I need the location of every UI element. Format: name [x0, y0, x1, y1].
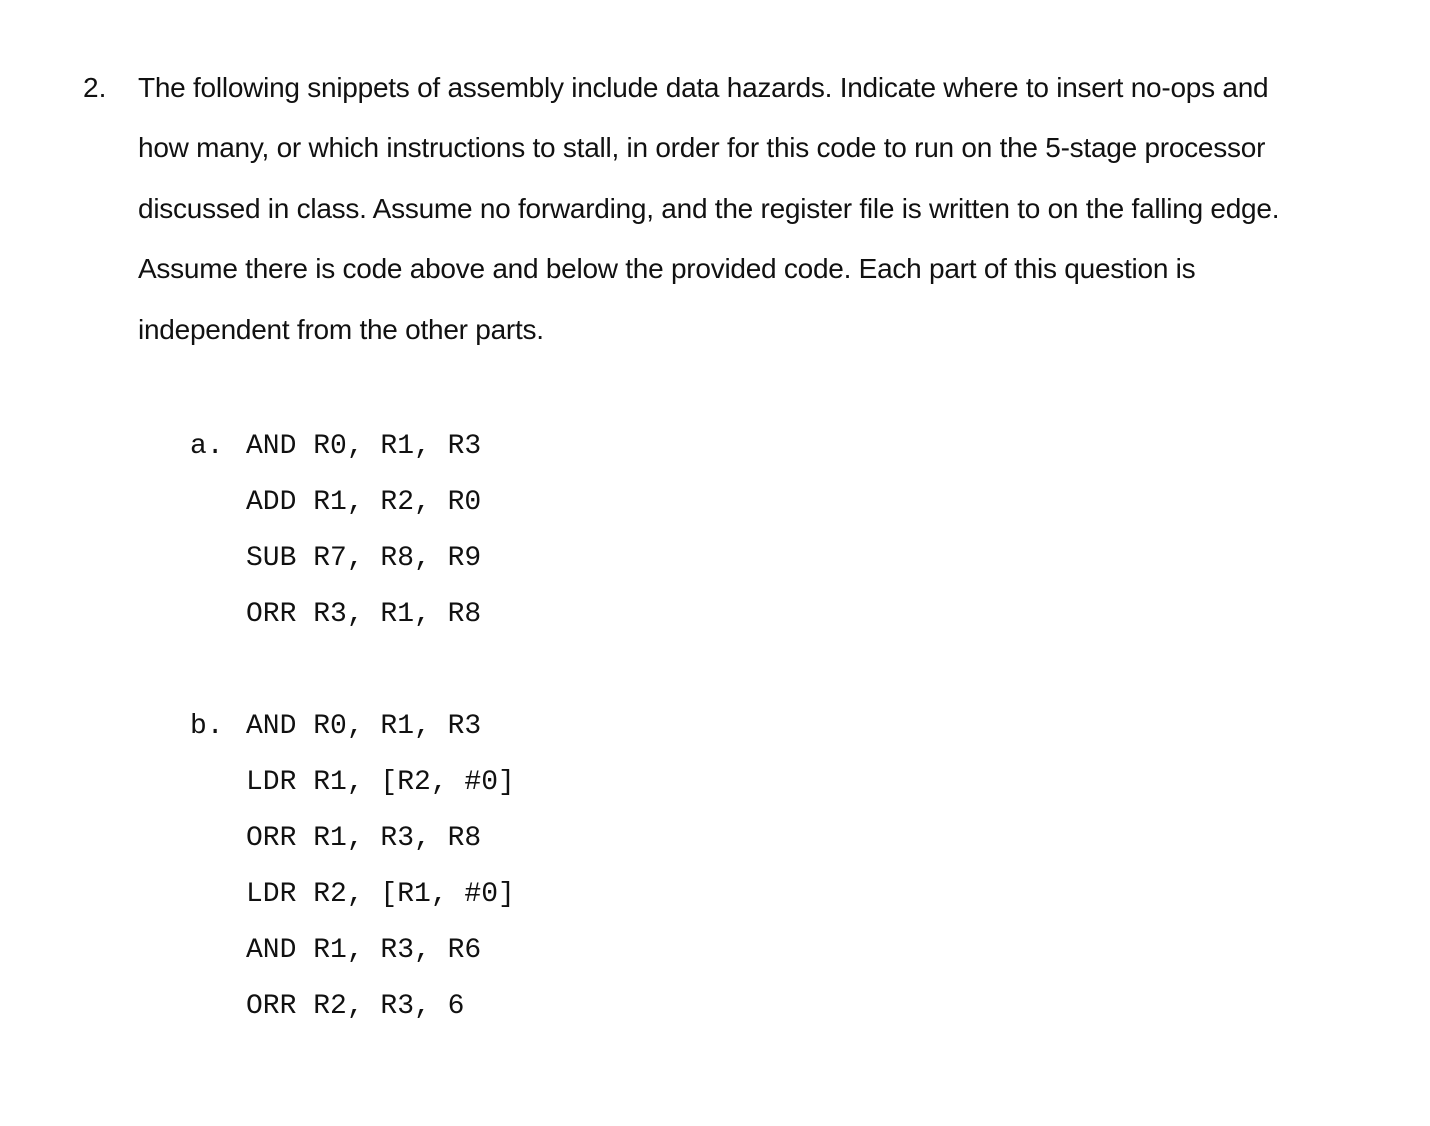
code-line: ADD R1, R2, R0 — [246, 487, 482, 518]
code-line: ORR R3, R1, R8 — [246, 599, 482, 630]
question-text-line-2: how many, or which instructions to stall, in order for this code to run on the 5-stage processor — [138, 132, 1266, 163]
code-line: AND R0, R1, R3 — [246, 711, 482, 742]
question-text-line-1: The following snippets of assembly include data hazards. Indicate where to insert no-ops and — [138, 72, 1269, 103]
code-line: AND R0, R1, R3 — [246, 431, 482, 462]
question-text-line-4: Assume there is code above and below the provided code. Each part of this question is — [138, 253, 1196, 284]
question-text-line-5: independent from the other parts. — [138, 314, 544, 345]
question-text-line-3: discussed in class. Assume no forwarding, and the register file is written to on the falling edge. — [138, 193, 1280, 224]
part-b-label: b. — [190, 711, 224, 742]
code-line: LDR R1, [R2, #0] — [246, 767, 515, 798]
code-line: LDR R2, [R1, #0] — [246, 879, 515, 910]
code-line: SUB R7, R8, R9 — [246, 543, 482, 574]
code-line: ORR R1, R3, R8 — [246, 823, 482, 854]
code-line: AND R1, R3, R6 — [246, 935, 482, 966]
question-number: 2. — [83, 72, 107, 103]
part-a-label: a. — [190, 431, 224, 462]
code-line: ORR R2, R3, 6 — [246, 991, 465, 1022]
